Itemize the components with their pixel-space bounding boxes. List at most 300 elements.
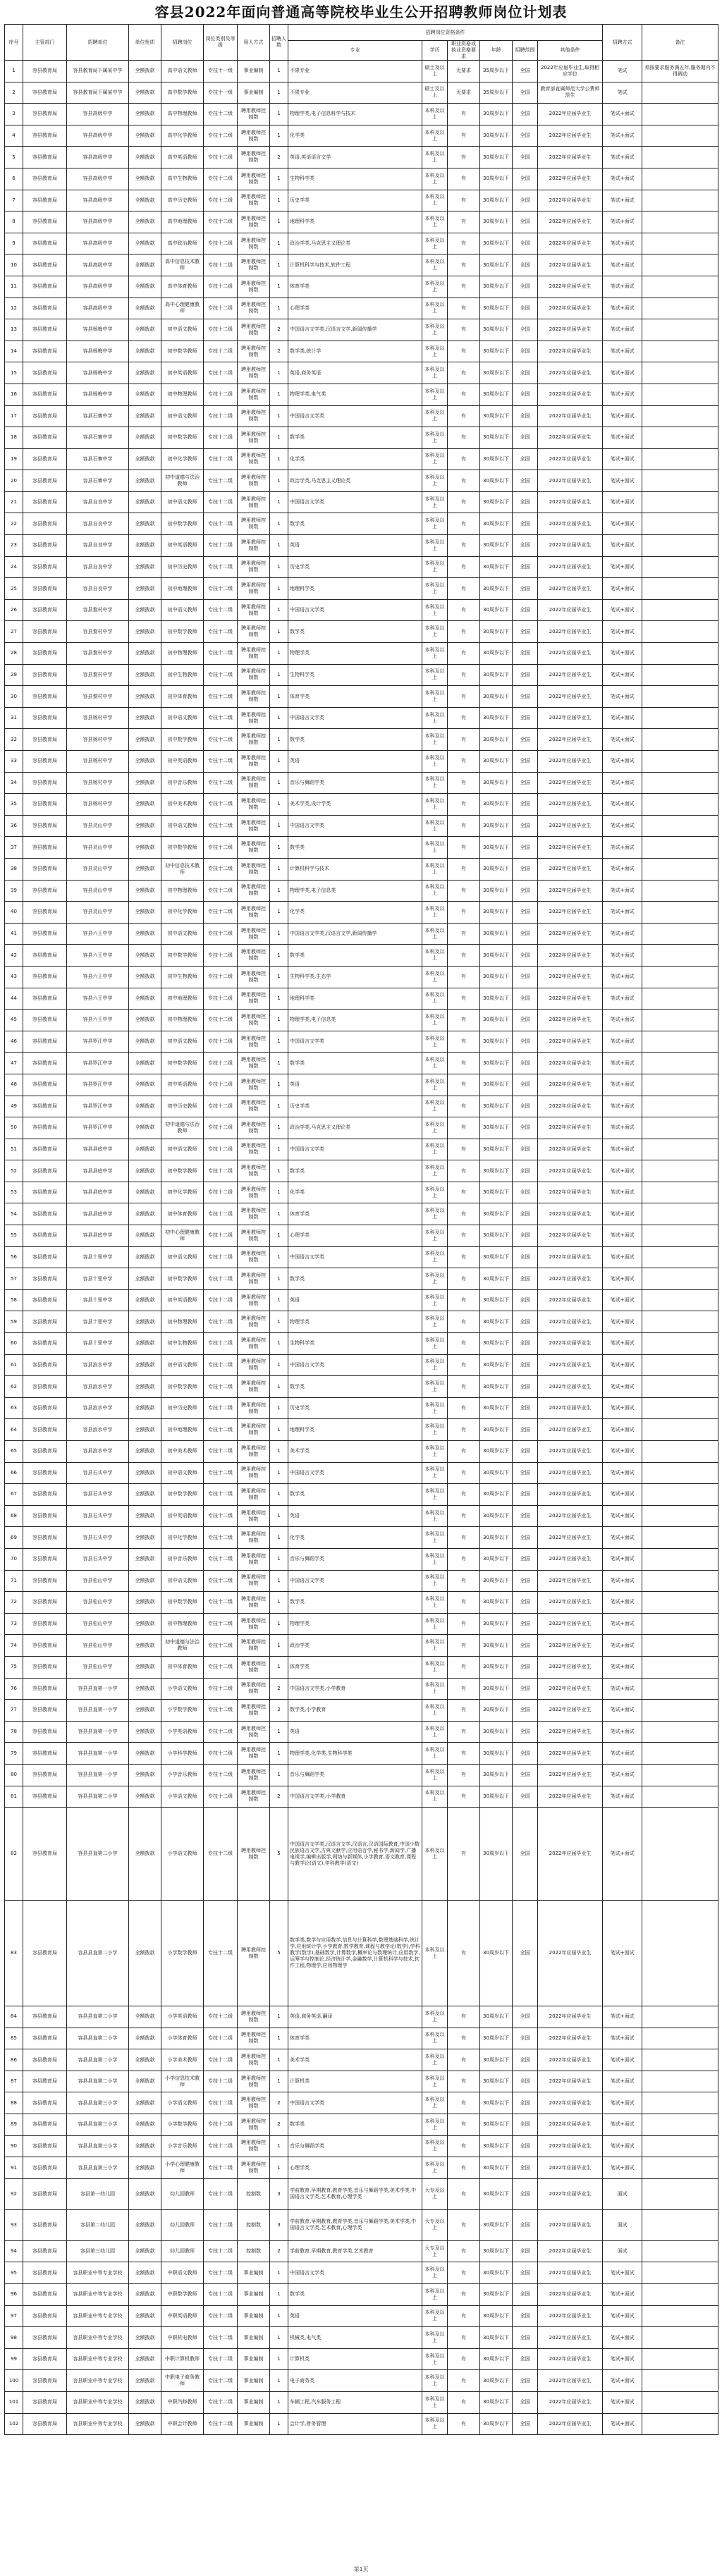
cell-method: 笔试+面试 — [603, 1031, 642, 1053]
cell-qualification: 有 — [448, 513, 480, 535]
cell-seq: 73 — [5, 1613, 23, 1635]
cell-age: 30周岁以下 — [480, 319, 513, 341]
cell-unit: 容县松山中学 — [67, 1656, 129, 1678]
cell-post-name: 中职英语教师 — [161, 2305, 204, 2327]
cell-method: 笔试+面试 — [603, 2092, 642, 2114]
cell-other: 2022年应届毕业生 — [538, 1182, 603, 1203]
cell-method: 笔试+面试 — [603, 880, 642, 902]
cell-count: 1 — [270, 1419, 288, 1441]
cell-scope: 全国 — [513, 1678, 538, 1700]
cell-qualification: 有 — [448, 2413, 480, 2435]
cell-post-class: 专技十二级 — [204, 319, 238, 341]
cell-scope: 全国 — [513, 1246, 538, 1268]
cell-unit-nature: 全额拨款 — [129, 599, 161, 621]
table-row — [5, 298, 718, 319]
cell-unit: 容县杨梅中学 — [67, 341, 129, 362]
table-row — [5, 772, 718, 794]
cell-unit: 容县六王中学 — [67, 923, 129, 945]
cell-quota-type: 聘用教师控制数 — [238, 1505, 270, 1527]
cell-qualification: 有 — [448, 1246, 480, 1268]
cell-age: 30周岁以下 — [480, 1074, 513, 1096]
cell-degree: 本科及以上 — [422, 707, 448, 729]
cell-scope: 全国 — [513, 384, 538, 405]
cell-seq: 62 — [5, 1376, 23, 1398]
cell-degree: 本科及以上 — [422, 1096, 448, 1117]
cell-note — [642, 1462, 718, 1484]
table-row — [5, 988, 718, 1010]
cell-post-class: 专技十二级 — [204, 2262, 238, 2284]
cell-post-name: 初中数学教师 — [161, 341, 204, 362]
cell-unit: 容县十里中学 — [67, 1289, 129, 1311]
cell-major: 历史学类 — [288, 1397, 422, 1419]
cell-degree: 本科及以上 — [422, 2370, 448, 2392]
cell-method: 笔试+面试 — [603, 837, 642, 859]
cell-degree: 本科及以上 — [422, 405, 448, 427]
cell-note — [642, 686, 718, 708]
cell-post-name: 初中英语教师 — [161, 1505, 204, 1527]
cell-unit-nature: 全额拨款 — [129, 1419, 161, 1441]
cell-other: 2022年应届毕业生 — [538, 902, 603, 924]
cell-unit-nature: 全额拨款 — [129, 1160, 161, 1182]
cell-scope: 全国 — [513, 470, 538, 492]
cell-post-class: 专技十二级 — [204, 794, 238, 816]
cell-post-name: 初中心理健康教师 — [161, 1225, 204, 1247]
cell-unit-nature: 全额拨款 — [129, 707, 161, 729]
cell-count: 1 — [270, 1289, 288, 1311]
cell-count: 1 — [270, 794, 288, 816]
cell-method: 笔试+面试 — [603, 815, 642, 837]
cell-quota-type: 聘用教师控制数 — [238, 1354, 270, 1376]
cell-note — [642, 1311, 718, 1333]
cell-major: 英语 — [288, 1289, 422, 1311]
cell-post-class: 专技十二级 — [204, 772, 238, 794]
table-row — [5, 319, 718, 341]
cell-post-name: 初中物理教师 — [161, 880, 204, 902]
cell-qualification: 有 — [448, 1354, 480, 1376]
cell-age: 30周岁以下 — [480, 1010, 513, 1031]
cell-method: 笔试+面试 — [603, 168, 642, 190]
cell-post-name: 初中数学教师 — [161, 621, 204, 643]
cell-quota-type: 聘用教师控制数 — [238, 535, 270, 557]
cell-other: 2022年应届毕业生 — [538, 298, 603, 319]
cell-dept: 容县教育局 — [23, 2028, 67, 2049]
cell-other: 2022年应届毕业生 — [538, 1505, 603, 1527]
cell-count: 1 — [270, 1462, 288, 1484]
cell-method: 笔试+面试 — [603, 988, 642, 1010]
cell-dept: 容县教育局 — [23, 427, 67, 449]
cell-unit-nature: 全额拨款 — [129, 2392, 161, 2414]
cell-count: 1 — [270, 233, 288, 254]
cell-count: 1 — [270, 729, 288, 751]
cell-unit-nature: 全额拨款 — [129, 1527, 161, 1549]
table-row — [5, 190, 718, 211]
cell-post-class: 专技十二级 — [204, 1268, 238, 1290]
cell-unit: 容县职业中等专业学校 — [67, 2284, 129, 2306]
cell-seq: 21 — [5, 491, 23, 513]
cell-post-class: 专技十二级 — [204, 858, 238, 880]
cell-post-name: 初中语文教师 — [161, 1354, 204, 1376]
cell-post-name: 高中政治教师 — [161, 233, 204, 254]
cell-unit-nature: 全额拨款 — [129, 1505, 161, 1527]
cell-quota-type: 事业编制 — [238, 2305, 270, 2327]
cell-unit: 容县第一幼儿园 — [67, 2178, 129, 2209]
cell-quota-type: 聘用教师控制数 — [238, 1203, 270, 1225]
table-row — [5, 2305, 718, 2327]
cell-qualification: 有 — [448, 233, 480, 254]
cell-count: 1 — [270, 1096, 288, 1117]
cell-method: 笔试+面试 — [603, 2392, 642, 2414]
cell-note — [642, 599, 718, 621]
table-row — [5, 147, 718, 168]
cell-note — [642, 2284, 718, 2306]
cell-age: 30周岁以下 — [480, 578, 513, 600]
cell-note — [642, 448, 718, 470]
cell-count: 1 — [270, 2284, 288, 2306]
cell-post-name: 中职数学教师 — [161, 2284, 204, 2306]
cell-post-class: 专技十二级 — [204, 491, 238, 513]
cell-age: 30周岁以下 — [480, 1527, 513, 1549]
cell-scope: 全国 — [513, 2049, 538, 2071]
cell-post-class: 专技十二级 — [204, 966, 238, 988]
table-row — [5, 1462, 718, 1484]
cell-count: 1 — [270, 405, 288, 427]
cell-degree: 本科及以上 — [422, 1376, 448, 1398]
cell-other: 2022年应届毕业生 — [538, 578, 603, 600]
cell-post-class: 专技十二级 — [204, 664, 238, 686]
header-age: 年龄 — [480, 41, 513, 61]
cell-dept: 容县教育局 — [23, 621, 67, 643]
cell-note — [642, 1268, 718, 1290]
cell-post-class: 专技十二级 — [204, 1808, 238, 1901]
cell-major: 音乐与舞蹈学类 — [288, 1548, 422, 1570]
table-row — [5, 643, 718, 665]
header-conditions: 招聘岗位资格条件 — [288, 25, 603, 41]
table-row — [5, 578, 718, 600]
table-row — [5, 362, 718, 384]
cell-unit-nature: 全额拨款 — [129, 147, 161, 168]
cell-unit: 容县县直第一小学 — [67, 1721, 129, 1743]
cell-unit-nature: 全额拨款 — [129, 837, 161, 859]
cell-major: 历史学类 — [288, 190, 422, 211]
cell-qualification: 有 — [448, 1289, 480, 1311]
cell-degree: 本科及以上 — [422, 211, 448, 233]
cell-other: 2022年应届毕业生 — [538, 104, 603, 125]
cell-post-name: 初中体育教师 — [161, 1203, 204, 1225]
cell-qualification: 有 — [448, 2240, 480, 2262]
cell-dept: 容县教育局 — [23, 1635, 67, 1657]
cell-note — [642, 945, 718, 967]
cell-age: 30周岁以下 — [480, 1333, 513, 1355]
cell-major: 英语 — [288, 1074, 422, 1096]
cell-note — [642, 707, 718, 729]
cell-post-class: 专技十二级 — [204, 1462, 238, 1484]
cell-unit-nature: 全额拨款 — [129, 945, 161, 967]
cell-post-class: 专技十二级 — [204, 2157, 238, 2179]
cell-unit-nature: 全额拨款 — [129, 1721, 161, 1743]
cell-dept: 容县教育局 — [23, 923, 67, 945]
cell-post-class: 专技十二级 — [204, 1700, 238, 1722]
cell-degree: 本科及以上 — [422, 276, 448, 298]
cell-note — [642, 1570, 718, 1592]
cell-method: 笔试+面试 — [603, 341, 642, 362]
cell-seq: 36 — [5, 815, 23, 837]
cell-quota-type: 聘用教师控制数 — [238, 233, 270, 254]
cell-note — [642, 1182, 718, 1203]
cell-unit-nature: 全额拨款 — [129, 2262, 161, 2284]
cell-scope: 全国 — [513, 298, 538, 319]
cell-other: 2022年应届毕业生 — [538, 2006, 603, 2028]
cell-dept: 容县教育局 — [23, 1743, 67, 1765]
cell-age: 30周岁以下 — [480, 1053, 513, 1074]
cell-dept: 容县教育局 — [23, 2305, 67, 2327]
cell-count: 1 — [270, 599, 288, 621]
cell-unit-nature: 全额拨款 — [129, 1570, 161, 1592]
cell-method: 笔试+面试 — [603, 751, 642, 773]
cell-qualification: 有 — [448, 535, 480, 557]
cell-scope: 全国 — [513, 664, 538, 686]
cell-unit: 容县县直第三小学 — [67, 2092, 129, 2114]
cell-dept: 容县教育局 — [23, 664, 67, 686]
cell-method: 笔试+面试 — [603, 1505, 642, 1527]
cell-degree: 本科及以上 — [422, 815, 448, 837]
cell-quota-type: 聘用教师控制数 — [238, 147, 270, 168]
cell-major: 车辆工程,汽车服务工程 — [288, 2392, 422, 2414]
cell-unit: 容县县直第一小学 — [67, 1700, 129, 1722]
cell-age: 30周岁以下 — [480, 902, 513, 924]
cell-degree: 本科及以上 — [422, 1203, 448, 1225]
cell-method: 笔试 — [603, 61, 642, 82]
cell-unit-nature: 全额拨款 — [129, 772, 161, 794]
cell-unit: 容县黎村中学 — [67, 643, 129, 665]
cell-quota-type: 事业编制 — [238, 2327, 270, 2349]
cell-count: 1 — [270, 1397, 288, 1419]
cell-seq: 6 — [5, 168, 23, 190]
cell-unit: 容县县直第二小学 — [67, 2028, 129, 2049]
cell-seq: 43 — [5, 966, 23, 988]
cell-scope: 全国 — [513, 578, 538, 600]
cell-scope: 全国 — [513, 233, 538, 254]
cell-degree: 本科及以上 — [422, 1031, 448, 1053]
cell-major: 中国语言文学类 — [288, 815, 422, 837]
cell-post-name: 中职汽修教师 — [161, 2392, 204, 2414]
cell-age: 30周岁以下 — [480, 1117, 513, 1139]
cell-note — [642, 1721, 718, 1743]
cell-age: 30周岁以下 — [480, 815, 513, 837]
cell-unit: 容县县直第二小学 — [67, 2071, 129, 2092]
cell-degree: 大专及以上 — [422, 2240, 448, 2262]
cell-seq: 51 — [5, 1139, 23, 1160]
cell-qualification: 有 — [448, 1203, 480, 1225]
table-row — [5, 2327, 718, 2349]
cell-seq: 5 — [5, 147, 23, 168]
cell-method: 笔试+面试 — [603, 1289, 642, 1311]
table-row — [5, 2157, 718, 2179]
cell-age: 30周岁以下 — [480, 362, 513, 384]
cell-quota-type: 聘用教师控制数 — [238, 1376, 270, 1398]
cell-age: 30周岁以下 — [480, 686, 513, 708]
cell-post-class: 专技十二级 — [204, 276, 238, 298]
cell-age: 30周岁以下 — [480, 190, 513, 211]
cell-post-name: 小学音乐教师 — [161, 1764, 204, 1786]
cell-qualification: 有 — [448, 2114, 480, 2136]
cell-post-class: 专技十二级 — [204, 1289, 238, 1311]
cell-age: 30周岁以下 — [480, 1096, 513, 1117]
cell-post-class: 专技十二级 — [204, 729, 238, 751]
cell-unit-nature: 全额拨款 — [129, 276, 161, 298]
cell-scope: 全国 — [513, 2327, 538, 2349]
cell-dept: 容县教育局 — [23, 1031, 67, 1053]
cell-dept: 容县教育局 — [23, 556, 67, 578]
cell-age: 30周岁以下 — [480, 2209, 513, 2240]
cell-age: 30周岁以下 — [480, 1786, 513, 1808]
cell-dept: 容县教育局 — [23, 2392, 67, 2414]
cell-quota-type: 聘用教师控制数 — [238, 2135, 270, 2157]
cell-dept: 容县教育局 — [23, 1376, 67, 1398]
header-post-name: 招聘岗位 — [161, 25, 204, 61]
cell-degree: 本科及以上 — [422, 1333, 448, 1355]
table-row — [5, 621, 718, 643]
cell-note — [642, 988, 718, 1010]
cell-post-class: 专技十二级 — [204, 211, 238, 233]
cell-age: 30周岁以下 — [480, 2262, 513, 2284]
cell-degree: 本科及以上 — [422, 902, 448, 924]
cell-degree: 本科及以上 — [422, 1764, 448, 1786]
cell-unit-nature: 全额拨款 — [129, 1786, 161, 1808]
cell-post-name: 初中语文教师 — [161, 491, 204, 513]
cell-degree: 本科及以上 — [422, 104, 448, 125]
cell-post-class: 专技十二级 — [204, 513, 238, 535]
table-row — [5, 599, 718, 621]
cell-age: 30周岁以下 — [480, 1203, 513, 1225]
cell-dept: 容县教育局 — [23, 1333, 67, 1355]
cell-note — [642, 1592, 718, 1614]
cell-age: 30周岁以下 — [480, 1505, 513, 1527]
cell-scope: 全国 — [513, 621, 538, 643]
cell-scope: 全国 — [513, 104, 538, 125]
cell-method: 笔试+面试 — [603, 1311, 642, 1333]
cell-method: 笔试+面试 — [603, 233, 642, 254]
cell-count: 1 — [270, 2348, 288, 2370]
table-row — [5, 751, 718, 773]
cell-count: 1 — [270, 298, 288, 319]
table-row — [5, 2049, 718, 2071]
cell-quota-type: 聘用教师控制数 — [238, 1289, 270, 1311]
cell-other: 2022年应届毕业生 — [538, 1354, 603, 1376]
cell-unit: 容县杨梅中学 — [67, 384, 129, 405]
cell-major: 政治学类 — [288, 1635, 422, 1657]
table-row — [5, 2028, 718, 2049]
cell-qualification: 有 — [448, 2135, 480, 2157]
cell-unit: 容县自良中学 — [67, 535, 129, 557]
cell-count: 1 — [270, 1548, 288, 1570]
cell-quota-type: 聘用教师控制数 — [238, 1074, 270, 1096]
cell-unit-nature: 全额拨款 — [129, 211, 161, 233]
cell-qualification: 有 — [448, 2178, 480, 2209]
cell-qualification: 有 — [448, 448, 480, 470]
cell-quota-type: 聘用教师控制数 — [238, 319, 270, 341]
cell-post-class: 专技十二级 — [204, 448, 238, 470]
cell-seq: 99 — [5, 2348, 23, 2370]
table-row — [5, 2370, 718, 2392]
cell-method: 笔试+面试 — [603, 2157, 642, 2179]
cell-scope: 全国 — [513, 1010, 538, 1031]
cell-qualification: 有 — [448, 405, 480, 427]
cell-unit: 容县县直第二小学 — [67, 2006, 129, 2028]
cell-scope: 全国 — [513, 880, 538, 902]
cell-seq: 50 — [5, 1117, 23, 1139]
cell-degree: 本科及以上 — [422, 1182, 448, 1203]
cell-method: 笔试+面试 — [603, 2284, 642, 2306]
cell-post-name: 初中音乐教师 — [161, 772, 204, 794]
cell-major: 体育学类 — [288, 276, 422, 298]
cell-post-name: 初中英语教师 — [161, 362, 204, 384]
cell-major: 英语,英语语言文学 — [288, 147, 422, 168]
cell-post-name: 初中化学教师 — [161, 448, 204, 470]
cell-note — [642, 2049, 718, 2071]
cell-qualification: 有 — [448, 1225, 480, 1247]
cell-quota-type: 事业编制 — [238, 61, 270, 82]
cell-qualification: 有 — [448, 362, 480, 384]
cell-count: 1 — [270, 923, 288, 945]
cell-seq: 46 — [5, 1031, 23, 1053]
table-row — [5, 1656, 718, 1678]
cell-unit: 容县杨村中学 — [67, 794, 129, 816]
cell-post-class: 专技十二级 — [204, 298, 238, 319]
cell-dept: 容县教育局 — [23, 448, 67, 470]
cell-note: 须按要求服务满五年,服务期内不得调动 — [642, 61, 718, 82]
cell-age: 30周岁以下 — [480, 1311, 513, 1333]
cell-age: 30周岁以下 — [480, 1160, 513, 1182]
cell-unit-nature: 全额拨款 — [129, 384, 161, 405]
cell-qualification: 有 — [448, 1656, 480, 1678]
cell-dept: 容县教育局 — [23, 2157, 67, 2179]
cell-other: 2022年应届毕业生 — [538, 988, 603, 1010]
cell-scope: 全国 — [513, 1397, 538, 1419]
cell-post-class: 专技十二级 — [204, 599, 238, 621]
cell-other: 2022年应届毕业生 — [538, 1311, 603, 1333]
cell-dept: 容县教育局 — [23, 2348, 67, 2370]
cell-major: 中国语言文学类,小学教育 — [288, 1786, 422, 1808]
cell-note — [642, 319, 718, 341]
cell-degree: 本科及以上 — [422, 1289, 448, 1311]
cell-post-class: 专技十二级 — [204, 988, 238, 1010]
cell-post-class: 专技十二级 — [204, 2049, 238, 2071]
cell-quota-type: 聘用教师控制数 — [238, 190, 270, 211]
cell-post-name: 小学体育教师 — [161, 2028, 204, 2049]
cell-qualification: 有 — [448, 880, 480, 902]
cell-unit-nature: 全额拨款 — [129, 61, 161, 82]
cell-post-name: 幼儿园教师 — [161, 2209, 204, 2240]
cell-major: 数学类,统计学 — [288, 341, 422, 362]
cell-dept: 容县教育局 — [23, 341, 67, 362]
cell-unit-nature: 全额拨款 — [129, 1203, 161, 1225]
cell-post-class: 专技十二级 — [204, 1786, 238, 1808]
cell-seq: 92 — [5, 2178, 23, 2209]
cell-note — [642, 1635, 718, 1657]
cell-age: 30周岁以下 — [480, 1031, 513, 1053]
cell-degree: 本科及以上 — [422, 1160, 448, 1182]
table-row — [5, 2262, 718, 2284]
cell-method: 笔试+面试 — [603, 2348, 642, 2370]
cell-dept: 容县教育局 — [23, 233, 67, 254]
cell-note — [642, 1656, 718, 1678]
cell-seq: 37 — [5, 837, 23, 859]
cell-major: 数学类 — [288, 513, 422, 535]
cell-seq: 84 — [5, 2006, 23, 2028]
cell-count: 1 — [270, 772, 288, 794]
cell-method: 笔试+面试 — [603, 1548, 642, 1570]
cell-count: 1 — [270, 2413, 288, 2435]
